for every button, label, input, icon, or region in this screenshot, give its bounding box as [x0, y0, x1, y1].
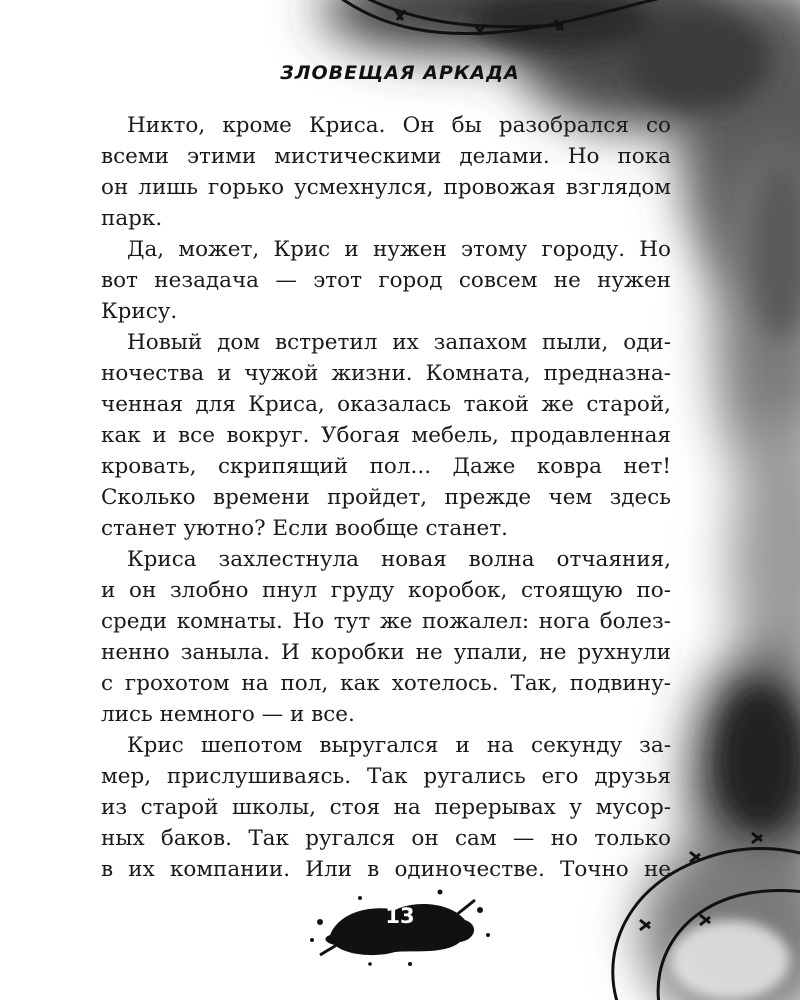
- text-line: Новый дом встретил их запахом пыли, оди-: [127, 330, 671, 355]
- text-line: всеми этими мистическими делами. Но пока: [101, 144, 671, 169]
- text-line: среди комнаты. Но тут же пожалел: нога болез-: [101, 609, 671, 634]
- running-header: ЗЛОВЕЩАЯ АРКАДА: [280, 62, 520, 84]
- text-line: лись немного — и все.: [101, 702, 355, 727]
- text-line: ненно заныла. И коробки не упали, не рухнули: [101, 640, 671, 665]
- page-number-badge: [300, 880, 500, 970]
- page-number: 13: [385, 904, 415, 928]
- text-line: кровать, скрипящий пол... Даже ковра нет!: [101, 454, 671, 479]
- text-line: парк.: [101, 206, 163, 231]
- text-line: ночества и чужой жизни. Комната, предназна-: [101, 361, 671, 386]
- text-line: в их компании. Или в одиночестве. Точно не: [101, 857, 671, 882]
- text-line: из старой школы, стоя на перерывах у мусор-: [101, 795, 671, 820]
- text-line: как и все вокруг. Убогая мебель, продавленная: [101, 423, 671, 448]
- text-line: ченная для Криса, оказалась такой же старой,: [101, 392, 671, 417]
- text-line: мер, прислушиваясь. Так ругались его друзья: [101, 764, 671, 789]
- text-line: он лишь горько усмехнулся, провожая взглядом: [101, 175, 671, 200]
- text-line: станет уютно? Если вообще станет.: [101, 516, 509, 541]
- text-line: Крис шепотом выругался и на секунду за-: [127, 733, 671, 758]
- text-line: ных баков. Так ругался он сам — но только: [101, 826, 671, 851]
- text-line: и он злобно пнул груду коробок, стоящую по-: [101, 578, 671, 603]
- text-line: Сколько времени пройдет, прежде чем здесь: [101, 485, 671, 510]
- text-line: с грохотом на пол, как хотелось. Так, подвину-: [101, 671, 671, 696]
- body-text: [101, 110, 671, 885]
- text-line: Криса захлестнула новая волна отчаяния,: [127, 547, 671, 572]
- text-line: Крису.: [101, 299, 178, 324]
- text-line: вот незадача — этот город совсем не нужен: [101, 268, 671, 293]
- text-line: Никто, кроме Криса. Он бы разобрался со: [127, 113, 671, 138]
- text-line: Да, может, Крис и нужен этому городу. Но: [127, 237, 671, 262]
